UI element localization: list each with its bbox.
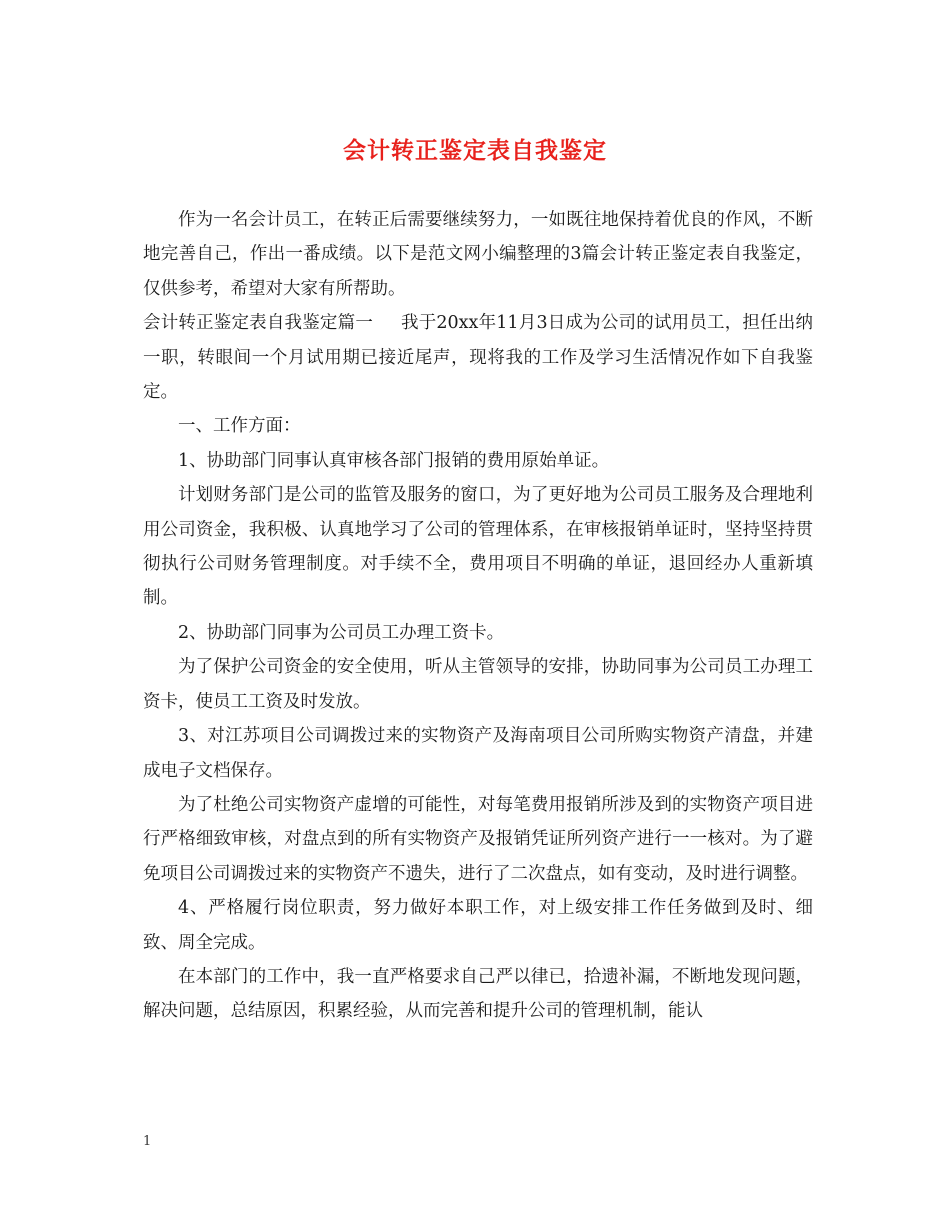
item1-body: 计划财务部门是公司的监管及服务的窗口，为了更好地为公司员工服务及合理地利用公司资金，我积极、认真地学习了公司的管理体系，在审核报销单证时，坚持坚持贯彻执行公司财务管理制度。对手续不全，费用项目不明确的单证，退回经办人重新填制。 bbox=[143, 485, 813, 609]
intro-paragraph: 作为一名会计员工，在转正后需要继续努力，一如既往地保持着优良的作风，不断地完善自己，作出一番成绩。以下是范文网小编整理的3篇会计转正鉴定表自我鉴定，仅供参考，希望对大家有所帮助。 bbox=[143, 210, 813, 299]
document-title: 会计转正鉴定表自我鉴定 bbox=[343, 137, 607, 164]
work-heading: 一、工作方面： bbox=[178, 416, 301, 437]
item2-body: 为了保护公司资金的安全使用，听从主管领导的安排，协助同事为公司员工办理工资卡，使员工工资及时发放。 bbox=[143, 657, 813, 712]
document-body bbox=[143, 203, 813, 1029]
item3-body: 为了杜绝公司实物资产虚增的可能性，对每笔费用报销所涉及到的实物资产项目进行严格细致审核，对盘点到的所有实物资产及报销凭证所列资产进行一一核对。为了避免项目公司调拨过来的实物资产不遗失，进行了二次盘点，如有变动，及时进行调整。 bbox=[143, 794, 813, 884]
section-heading: 会计转正鉴定表自我鉴定篇一 bbox=[143, 313, 374, 334]
item3-heading: 3、对江苏项目公司调拨过来的实物资产及海南项目公司所购实物资产清盘，并建成电子文档保存。 bbox=[143, 726, 813, 781]
section-intro-text: 我于20xx年11月3日成为公司的试用员工，担任出纳一职，转眼间一个月试用期已接近尾声，现将我的工作及学习生活情况作如下自我鉴定。 bbox=[143, 313, 813, 403]
item4-heading: 4、严格履行岗位职责，努力做好本职工作，对上级安排工作任务做到及时、细致、周全完成。 bbox=[143, 898, 813, 953]
item2-heading: 2、协助部门同事为公司员工办理工资卡。 bbox=[178, 622, 505, 643]
section-intro-paragraph bbox=[143, 306, 813, 409]
page-number: 1 bbox=[143, 1134, 152, 1149]
item1-heading: 1、协助部门同事认真审核各部门报销的费用原始单证。 bbox=[178, 450, 610, 471]
closing-paragraph: 在本部门的工作中，我一直严格要求自己严以律已，拾遗补漏，不断地发现问题，解决问题，总结原因，积累经验，从而完善和提升公司的管理机制，能认 bbox=[143, 966, 813, 1022]
